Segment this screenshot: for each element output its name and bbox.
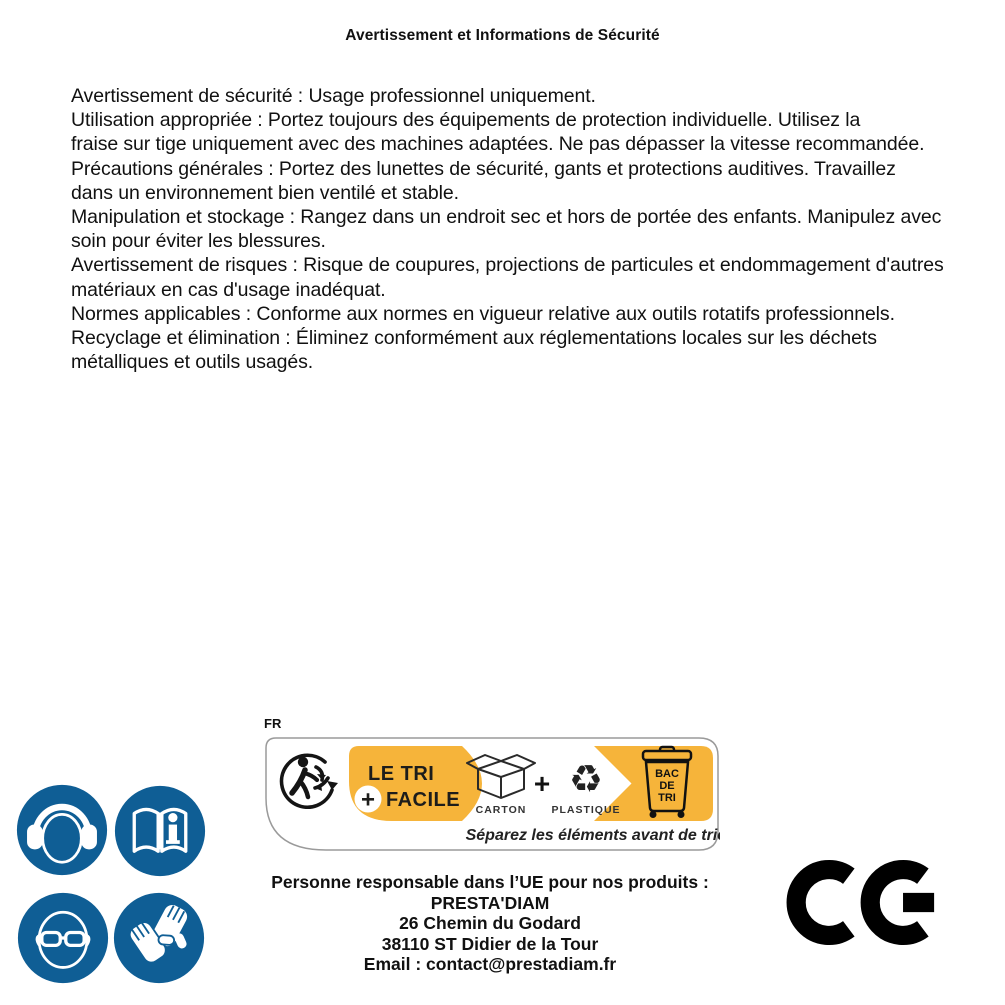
tri-facile-text-2: FACILE (386, 789, 461, 811)
carton-label: CARTON (475, 804, 527, 816)
safety-text-line: soin pour éviter les blessures. (71, 230, 326, 253)
plastique-label: PLASTIQUE (551, 804, 621, 816)
wear-ear-protection-icon (16, 784, 108, 876)
bin-label-1: BAC (655, 768, 679, 780)
wear-eye-protection-icon (17, 892, 109, 984)
address-line-1: 26 Chemin du Godard (399, 913, 581, 934)
safety-text-line: fraise sur tige uniquement avec des machines adaptées. Ne pas dépasser la vitesse recommandée. (71, 133, 925, 156)
read-instruction-manual-icon (114, 785, 206, 877)
bin-label-2: DE (659, 780, 675, 792)
safety-text-line: Normes applicables : Conforme aux normes en vigueur relative aux outils rotatifs professionnels. (71, 302, 895, 325)
safety-text-line: Manipulation et stockage : Rangez dans un endroit sec et hors de portée des enfants. Manipulez avec (71, 206, 942, 229)
safety-text-line: métalliques et outils usagés. (71, 351, 314, 374)
page-title: Avertissement et Informations de Sécurité (345, 27, 660, 44)
email-line: Email : contact@prestadiam.fr (363, 954, 617, 975)
responsible-party-heading: Personne responsable dans l’UE pour nos produits : (271, 872, 709, 892)
plastic-recycle-icon: ♻ (568, 757, 604, 801)
address-line-2: 38110 ST Didier de la Tour (381, 933, 599, 954)
sorting-instruction: Séparez les éléments avant de trier (465, 827, 720, 844)
bin-label-3: TRI (658, 792, 676, 804)
materials-plus-sign: + (533, 768, 551, 799)
safety-text-line: dans un environnement bien ventilé et stable. (71, 181, 459, 204)
plus-badge-sign: + (360, 786, 376, 814)
triman-recycling-logo (264, 736, 720, 854)
ce-mark-icon (796, 870, 934, 936)
safety-text-line: Avertissement de risques : Risque de coupures, projections de particules et endommagement d'autres (71, 254, 944, 277)
wear-protective-gloves-icon (113, 892, 205, 984)
tri-facile-text-1: LE TRI (368, 763, 435, 785)
sorting-bin-icon (643, 747, 691, 818)
safety-text-line: Utilisation appropriée : Portez toujours des équipements de protection individuelle. Utilisez la (71, 109, 861, 132)
safety-text-block (71, 84, 991, 374)
ce-marking (786, 854, 946, 951)
safety-text-line: Avertissement de sécurité : Usage professionnel uniquement. (71, 85, 596, 107)
safety-text-line: Précautions générales : Portez des lunettes de sécurité, gants et protections auditives. Travaillez (71, 157, 896, 180)
safety-text-line: Recyclage et élimination : Éliminez conformément aux réglementations locales sur les déchets (71, 327, 877, 350)
responsible-party-block (230, 872, 750, 975)
company-name: PRESTA'DIAM (430, 892, 550, 913)
country-code-label: FR (264, 716, 282, 731)
safety-text-line: matériaux en cas d'usage inadéquat. (71, 278, 386, 301)
